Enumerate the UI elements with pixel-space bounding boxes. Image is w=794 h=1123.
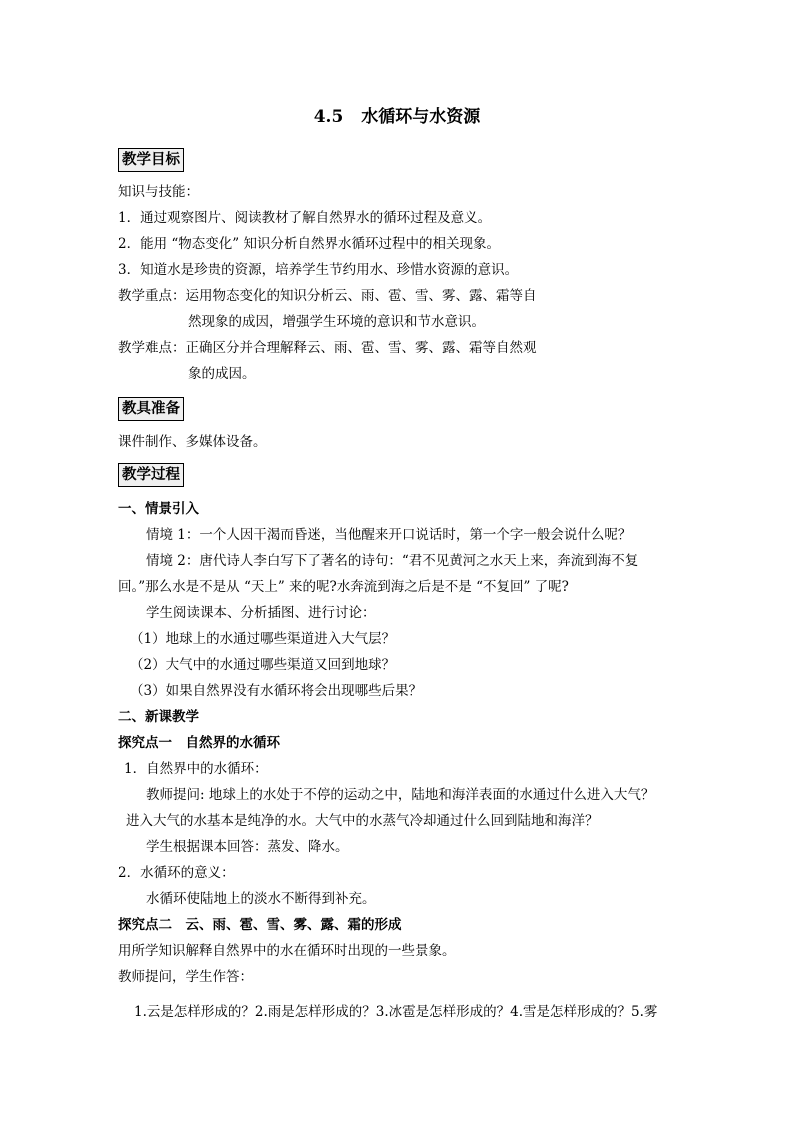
key-point-line-2: 然现象的成因，增强学生环境的意识和节水意识。	[188, 314, 485, 330]
part2-heading: 二、新课教学	[118, 709, 199, 725]
explore2-intro: 用所学知识解释自然界中的水在循环时出现的一些景象。	[118, 943, 456, 959]
difficulty-line-1: 教学难点：正确区分并合理解释云、雨、雹、雪、雾、露、霜等自然观	[118, 340, 537, 356]
scenario-1: 情境 1：一个人因干渴而昏迷，当他醒来开口说话时，第一个字一般会说什么呢？	[146, 527, 632, 543]
student-answer: 学生根据课本回答：蒸发、降水。	[146, 839, 349, 855]
scenario-2-line-1: 情境 2：唐代诗人李白写下了著名的诗句：“君不见黄河之水天上来，奔流到海不复	[146, 553, 639, 569]
objective-1: 1．通过观察图片、阅读教材了解自然界水的循环过程及意义。	[118, 210, 492, 226]
difficulty-line-2: 象的成因。	[188, 366, 256, 382]
teacher-question-line-2: 进入大气的水基本是纯净的水。大气中的水蒸气冷却通过什么回到陆地和海洋？	[126, 813, 599, 829]
section-heading-tools: 教具准备	[118, 397, 184, 421]
question-3: （3）如果自然界没有水循环将会出现哪些后果？	[130, 683, 423, 699]
scenario-2-line-2: 回。”那么水是不是从 “天上” 来的呢?水奔流到海之后是不是 “不复回” 了呢?	[118, 579, 569, 595]
objective-2: 2．能用 “物态变化” 知识分析自然界水循环过程中的相关现象。	[118, 236, 500, 252]
question-2: （2）大气中的水通过哪些渠道又回到地球？	[130, 657, 396, 673]
teacher-ask: 教师提问，学生作答：	[118, 969, 253, 985]
item2-text: 水循环使陆地上的淡水不断得到补充。	[146, 891, 376, 907]
questions-line: 1.云是怎样形成的？2.雨是怎样形成的？3.冰雹是怎样形成的？4.雪是怎样形成的？5.雾	[134, 1004, 658, 1020]
item1-heading: 1．自然界中的水循环：	[124, 761, 268, 777]
section-heading-process: 教学过程	[118, 463, 184, 487]
section-heading-objectives: 教学目标	[118, 148, 184, 172]
question-1: （1）地球上的水通过哪些渠道进入大气层？	[130, 631, 396, 647]
teacher-question-line-1: 教师提问: 地球上的水处于不停的运动之中，陆地和海洋表面的水通过什么进入大气？	[146, 787, 655, 803]
tools-text: 课件制作、多媒体设备。	[118, 434, 267, 450]
title-number: 4.5	[313, 107, 344, 127]
explore1-heading: 探究点一 自然界的水循环	[118, 735, 280, 751]
part1-heading: 一、情景引入	[118, 501, 199, 517]
page-title	[0, 106, 794, 128]
key-point-line-1: 教学重点：运用物态变化的知识分析云、雨、雹、雪、雾、露、霜等自	[118, 288, 537, 304]
explore2-heading: 探究点二 云、雨、雹、雪、雾、露、霜的形成	[118, 917, 402, 933]
item2-heading: 2．水循环的意义：	[118, 865, 235, 881]
objective-3: 3．知道水是珍贵的资源，培养学生节约用水、珍惜水资源的意识。	[118, 262, 519, 278]
title-text: 水循环与水资源	[361, 107, 481, 127]
discussion-intro: 学生阅读课本、分析插图、进行讨论：	[146, 605, 376, 621]
objectives-intro: 知识与技能：	[118, 184, 199, 200]
